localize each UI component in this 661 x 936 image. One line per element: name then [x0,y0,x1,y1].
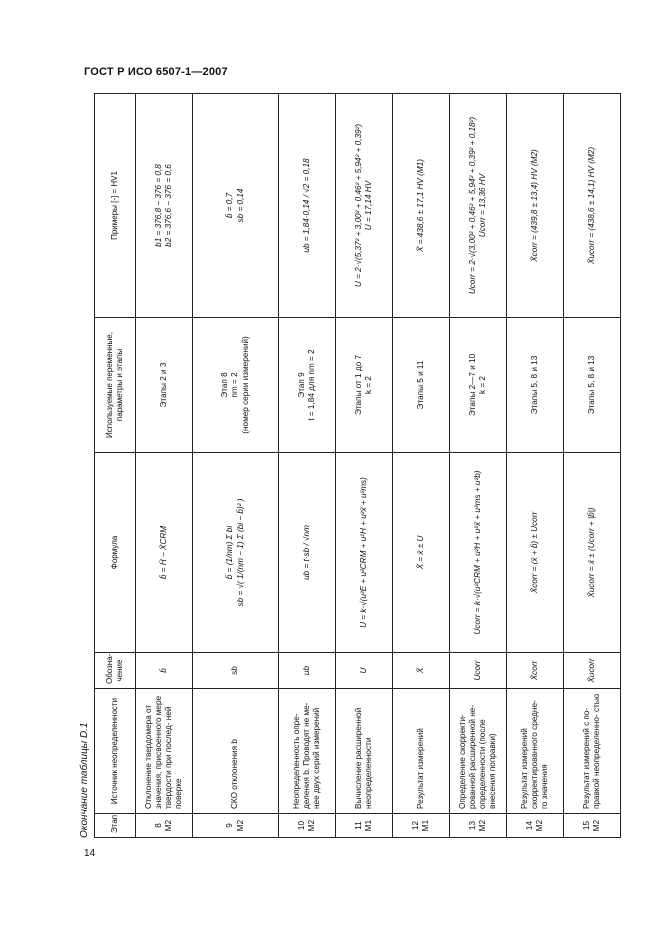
examples-cell: Ucorr = 2·√(3,00² + 0,46² + 5,94² + 0,39² + 0,18²) Ucorr = 13,36 HV [450,94,507,318]
source-cell: Определение скорректи- рованной расширенной не- определенности (после внесения поправки) [450,689,507,814]
table-row [136,94,193,838]
symbol-cell: Ucorr [450,653,507,689]
formula-cell: Ucorr = k·√(u²CRM + u²H + u²x̄ + u²ms + u²b) [450,453,507,653]
symbol-cell: U [336,653,393,689]
examples-cell: ub = 1,84·0,14 / √2 = 0,18 [279,94,336,318]
formula-cell: X̄ucorr = x̄ ± (Ucorr + |b̄|) [564,453,621,653]
col-header-formula: Формула [95,453,136,653]
formula-cell: b̄ = (1/nm) Σ bi sb = √( 1/(nm − 1) Σ (bi − b̄)² ) [193,453,279,653]
table-row [279,94,336,838]
table-header-row [95,94,136,838]
source-cell: Неопределенность опре- деления b. Проводят не ме- нее двух серий измерений [279,689,336,814]
formula-cell: b̄ = H̄ − X̄CRM [136,453,193,653]
variables-cell: Этап 8 nm = 2 (номер серии измерений) [193,318,279,453]
col-header-variables: Используемые переменные, параметры и этапы [95,318,136,453]
variables-cell: Этап 9 t = 1,84 для nm = 2 [279,318,336,453]
table-caption: Окончание таблицы D.1 [79,722,90,838]
table-row [507,94,564,838]
source-cell: Результат измерений с по- правкой неопределенно- стью [564,689,621,814]
document-header: ГОСТ Р ИСО 6507-1—2007 [84,66,228,78]
table-row [336,94,393,838]
examples-cell: b̄ = 0,7 sb = 0,14 [193,94,279,318]
variables-cell: Этапы 5 и 11 [393,318,450,453]
examples-cell: U = 2·√(5,37² + 3,00² + 0,46² + 5,94² + 0,39²) U = 17,14 HV [336,94,393,318]
rotated-table-block [79,94,601,838]
formula-cell: ub = t·sb / √nm [279,453,336,653]
stage-cell: 12 M1 [393,814,450,838]
source-cell: СКО отклонения b [193,689,279,814]
symbol-cell: X̄corr [507,653,564,689]
stage-cell: 15 M2 [564,814,621,838]
formula-cell: X̄ = x̄ ± U [393,453,450,653]
variables-cell: Этапы 2—7 и 10 k = 2 [450,318,507,453]
stage-cell: 9 M2 [193,814,279,838]
col-header-stage: Этап [95,814,136,838]
stage-cell: 14 M2 [507,814,564,838]
formula-cell: X̄corr = (x̄ + b̄) ± Ucorr [507,453,564,653]
symbol-cell: X̄ucorr [564,653,621,689]
source-cell: Результат измерений [393,689,450,814]
variables-cell: Этапы 5, 8 и 13 [507,318,564,453]
symbol-cell: X̄ [393,653,450,689]
variables-cell: Этапы 2 и 3 [136,318,193,453]
variables-cell: Этапы 5, 8 и 13 [564,318,621,453]
table-row [393,94,450,838]
examples-cell: X̄ucorr = (438,6 ± 14,1) HV (M2) [564,94,621,318]
table-row [564,94,621,838]
examples-cell: b1 = 376,8 − 376 = 0,8 b2 = 376,6 − 376 = 0,6 [136,94,193,318]
col-header-source: Источник неопределенности [95,689,136,814]
col-header-examples: Примеры [-] = HV1 [95,94,136,318]
source-cell: Вычисление расширенной неопределенности [336,689,393,814]
symbol-cell: b̄ [136,653,193,689]
uncertainty-table [94,93,621,838]
variables-cell: Этапы от 1 до 7 k = 2 [336,318,393,453]
stage-cell: 8 M2 [136,814,193,838]
page-number: 14 [84,848,96,859]
col-header-symbol: Обозна-чение [95,653,136,689]
examples-cell: X̄ = 438,6 ± 17,1 HV (M1) [393,94,450,318]
symbol-cell: sb [193,653,279,689]
table-row [450,94,507,838]
source-cell: Результат измерений скорректированного средне- го значения [507,689,564,814]
source-cell: Отклонение твердомера от значения, присвоенного мере твердости при послед- ней поверке [136,689,193,814]
formula-cell: U = k·√(u²E + u²CRM + u²H + u²x̄ + u²ms) [336,453,393,653]
stage-cell: 11 M1 [336,814,393,838]
examples-cell: X̄corr = (439,8 ± 13,4) HV (M2) [507,94,564,318]
table-row [193,94,279,838]
stage-cell: 10 M2 [279,814,336,838]
stage-cell: 13 M2 [450,814,507,838]
symbol-cell: ub [279,653,336,689]
